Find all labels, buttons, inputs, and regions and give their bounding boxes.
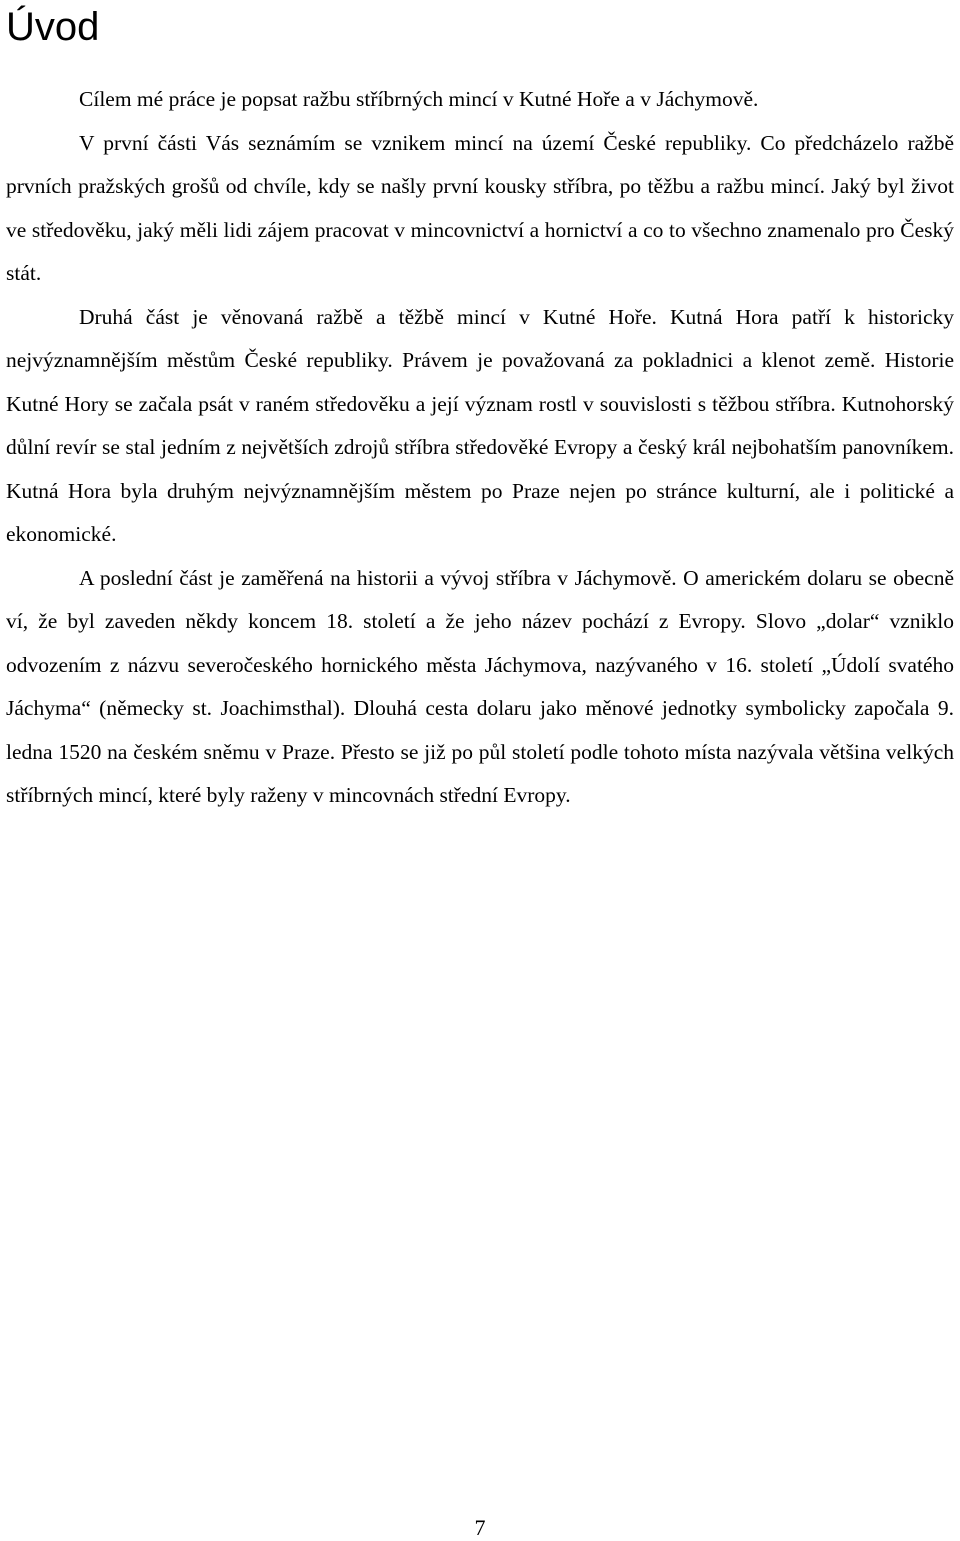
paragraph-intro: Cílem mé práce je popsat ražbu stříbrných mincí v Kutné Hoře a v Jáchymově. [79, 87, 759, 111]
chapter-heading: Úvod [6, 5, 100, 49]
paragraph-part-three: A poslední část je zaměřená na historii a vývoj stříbra v Jáchymově. O americkém dolaru se obecně ví, že byl zaveden někdy koncem 18. století a že jeho název pochází z Evropy. Slovo „dolar“ vzniklo odvozením z názvu severočeského hornického města Jáchymova, nazývaného v 16. století „Údolí svatého Jáchyma“ (německy st. Joachimsthal). Dlouhá cesta dolaru jako měnové jednotky symbolicky započala 9. ledna 1520 na českém sněmu v Praze. Přesto se již po půl století podle tohoto místa nazývala většina velkých stříbrných mincí, které byly raženy v mincovnách střední Evropy. [6, 565, 954, 807]
body-text [6, 78, 954, 818]
paragraph-part-one: V první části Vás seznámím se vznikem mincí na území České republiky. Co předcházelo ražbě prvních pražských grošů od chvíle, kdy se našly první kousky stříbra, po těžbu a ražbu mincí. Jaký byl život ve středověku, jaký měli lidi zájem pracovat v mincovnictví a hornictví a co to všechno znamenalo pro Český stát. [6, 130, 954, 285]
paragraph-part-two: Druhá část je věnovaná ražbě a těžbě mincí v Kutné Hoře. Kutná Hora patří k historicky nejvýznamnějším městům České republiky. Právem je považovaná za pokladnici a klenot země. Historie Kutné Hory se začala psát v raném středověku a její význam rostl v souvislosti s těžbou stříbra. Kutnohorský důlní revír se stal jedním z největších zdrojů stříbra středověké Evropy a český král nejbohatším panovníkem. Kutná Hora byla druhým nejvýznamnějším městem po Praze nejen po stránce kulturní, ale i politické a ekonomické. [6, 304, 954, 546]
page-number: 7 [474, 1515, 486, 1540]
